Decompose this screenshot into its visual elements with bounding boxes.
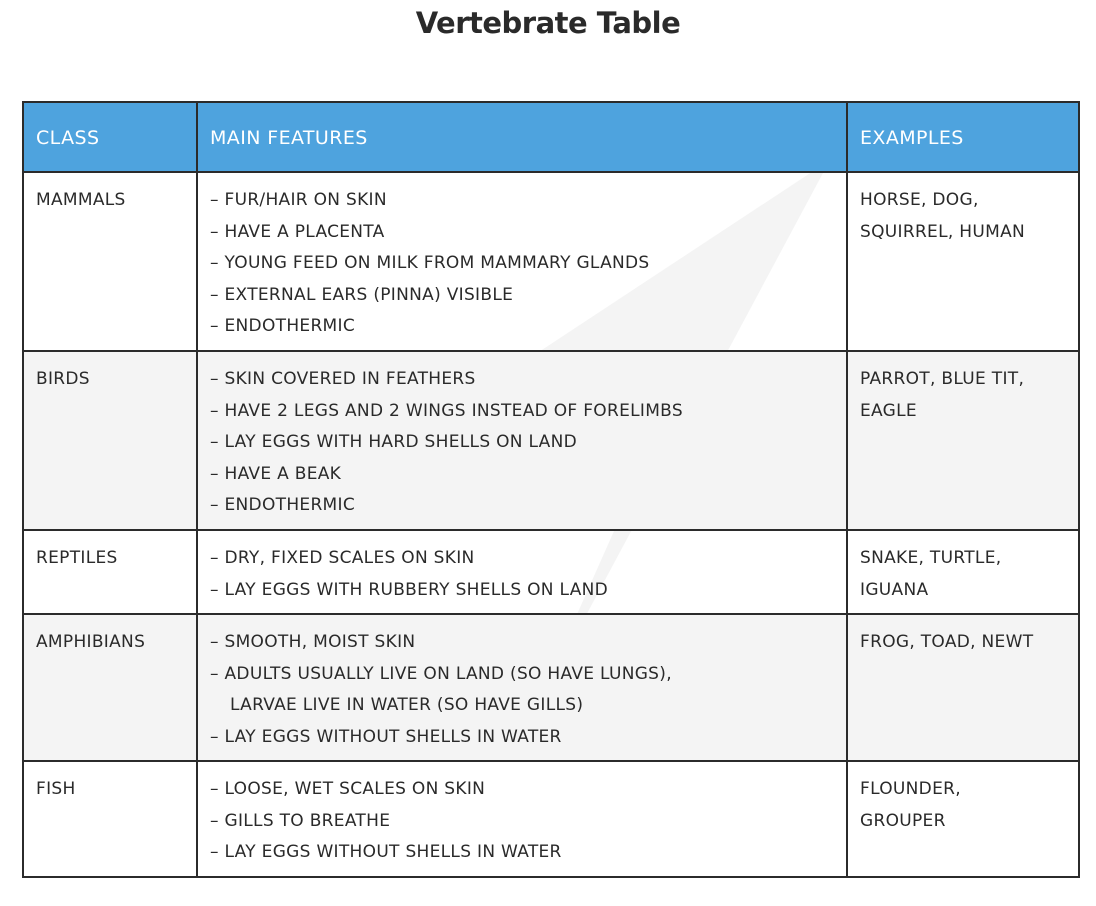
feature-item: – HAVE 2 LEGS AND 2 WINGS INSTEAD OF FORELIMBS [210,400,683,421]
feature-item: – FUR/HAIR ON SKIN [210,190,387,210]
class-name: AMPHIBIANS [36,632,146,652]
examples-cell [847,351,1079,530]
examples-cell [847,172,1079,351]
feature-item: – HAVE A PLACENTA [210,221,385,242]
examples-cell [847,761,1079,877]
features-cell [197,530,847,614]
feature-item: – LOOSE, WET SCALES ON SKIN [210,779,486,799]
class-name: REPTILES [36,548,118,568]
features-cell [197,614,847,761]
feature-item: – ENDOTHERMIC [210,495,356,515]
class-name: MAMMALS [36,190,126,210]
example-line: PARROT, BLUE TIT, [860,369,1025,389]
example-line: FROG, TOAD, NEWT [860,632,1034,652]
example-line: FLOUNDER, [860,779,961,799]
features-cell [197,172,847,351]
header-examples: EXAMPLES [847,102,1079,172]
table-row [23,614,1079,761]
feature-item: – ENDOTHERMIC [210,316,356,336]
class-name: BIRDS [36,369,90,389]
feature-item: – SMOOTH, MOIST SKIN [210,632,416,652]
examples-cell [847,530,1079,614]
feature-item: – EXTERNAL EARS (PINNA) VISIBLE [210,284,514,305]
header-class: CLASS [23,102,197,172]
class-cell [23,351,197,530]
feature-item: – HAVE A BEAK [210,463,342,484]
examples-cell [847,614,1079,761]
example-line: EAGLE [860,400,917,421]
table-row [23,172,1079,351]
header-main-features: MAIN FEATURES [197,102,847,172]
page-title: Vertebrate Table [415,6,681,40]
feature-item: – YOUNG FEED ON MILK FROM MAMMARY GLANDS [210,253,650,273]
example-line: SQUIRREL, HUMAN [860,221,1026,242]
feature-item: – GILLS TO BREATHE [210,810,391,831]
feature-item: – SKIN COVERED IN FEATHERS [210,369,476,389]
feature-item: – LAY EGGS WITH HARD SHELLS ON LAND [210,432,578,452]
feature-item: – ADULTS USUALLY LIVE ON LAND (SO HAVE LUNGS), LARVAE LIVE IN WATER (SO HAVE GILLS) [210,663,672,715]
example-line: IGUANA [860,579,929,600]
table-header-row [23,102,1079,172]
class-cell [23,614,197,761]
class-cell [23,761,197,877]
feature-item: – LAY EGGS WITH RUBBERY SHELLS ON LAND [210,579,609,600]
class-cell [23,172,197,351]
feature-item: – LAY EGGS WITHOUT SHELLS IN WATER [210,842,562,862]
example-line: GROUPER [860,810,946,831]
class-name: FISH [36,779,76,799]
feature-item: – DRY, FIXED SCALES ON SKIN [210,548,475,568]
vertebrate-table [22,101,1080,878]
features-cell [197,761,847,877]
class-cell [23,530,197,614]
table-row [23,530,1079,614]
feature-item: – LAY EGGS WITHOUT SHELLS IN WATER [210,726,562,747]
features-cell [197,351,847,530]
table-row [23,761,1079,877]
table-row [23,351,1079,530]
example-line: SNAKE, TURTLE, [860,548,1002,568]
example-line: HORSE, DOG, [860,190,979,210]
